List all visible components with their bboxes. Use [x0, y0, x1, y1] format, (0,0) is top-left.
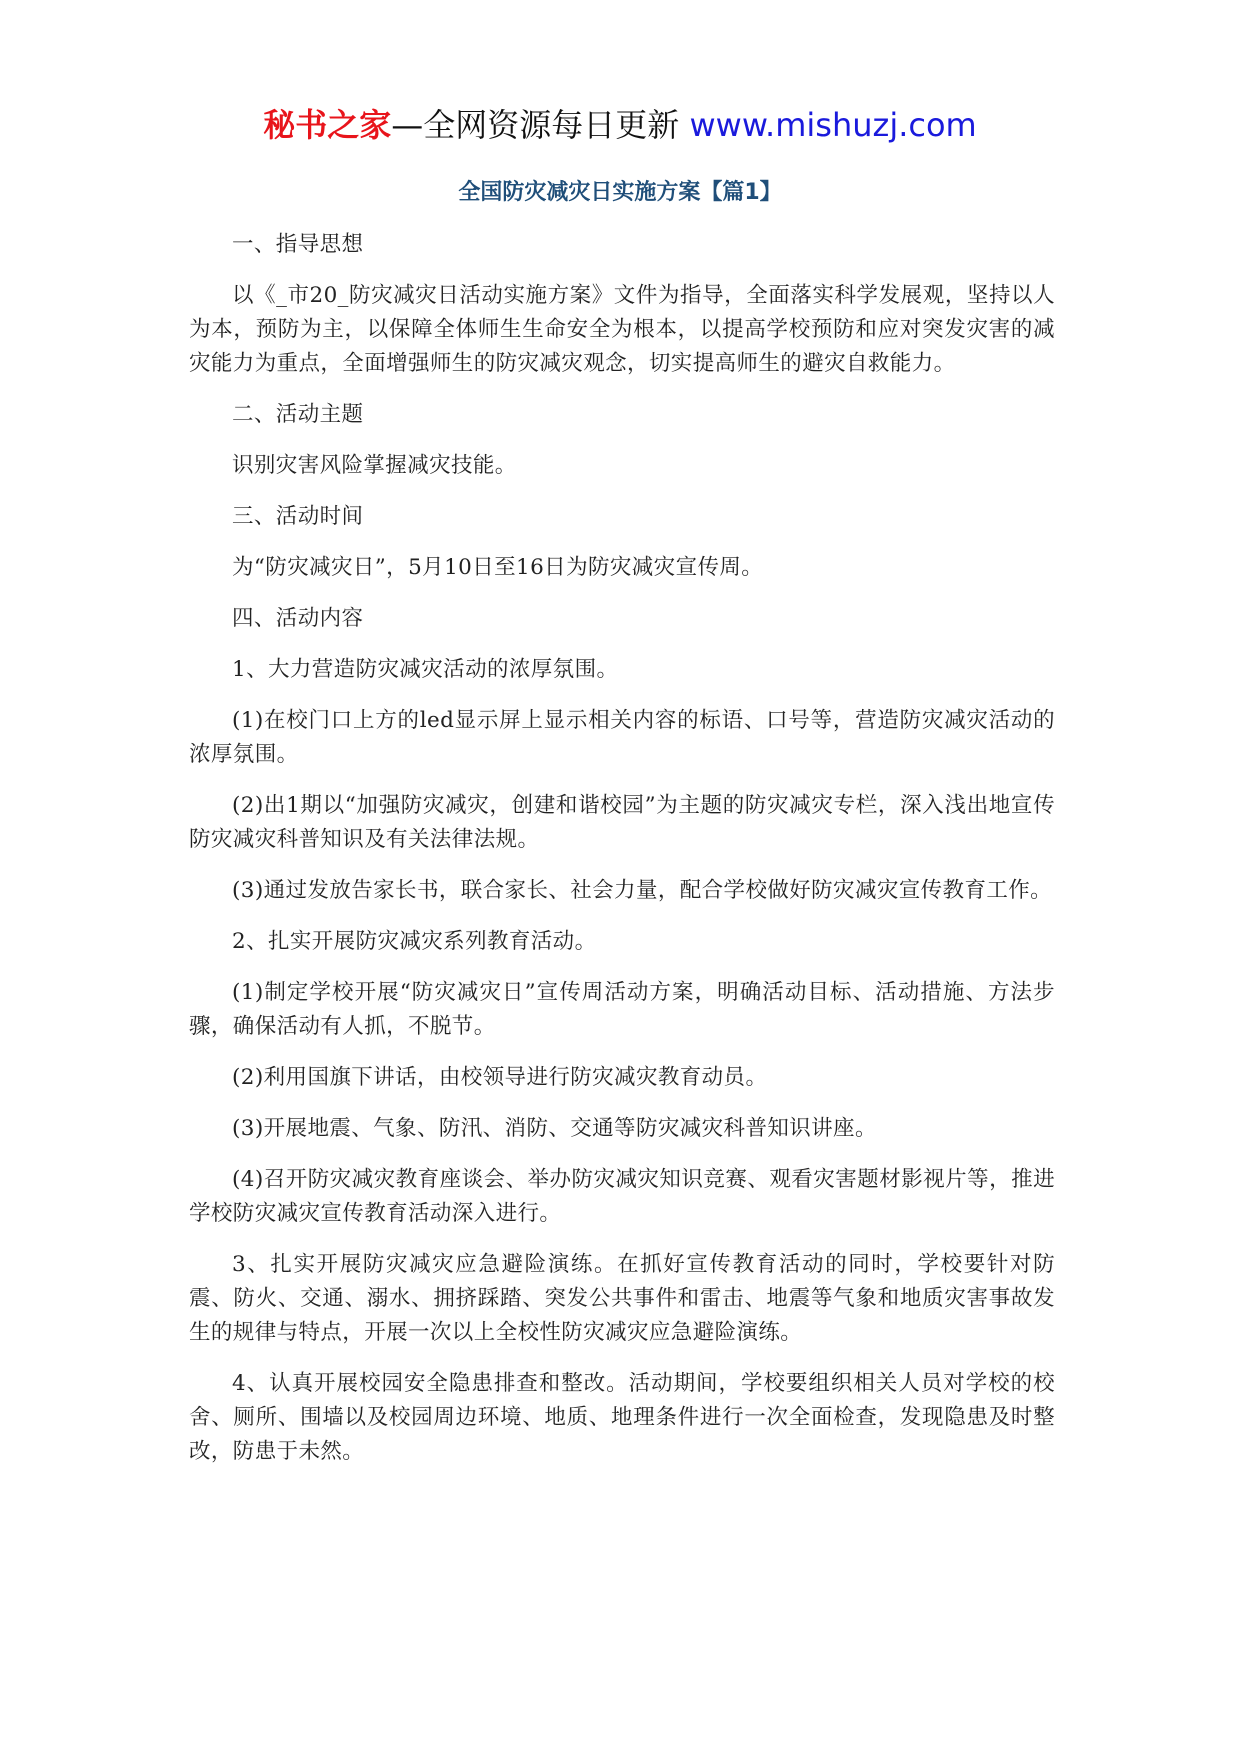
- site-brand: 秘书之家: [263, 106, 392, 144]
- paragraph: (4)召开防灾减灾教育座谈会、举办防灾减灾知识竞赛、观看灾害题材影视片等，推进学校防灾减灾宣传教育活动深入进行。: [189, 1167, 1055, 1226]
- paragraph: 为“防灾减灾日”，5月10日至16日为防灾减灾宣传周。: [232, 555, 764, 580]
- paragraph: 识别灾害风险掌握减灾技能。: [232, 453, 517, 478]
- document-body: [189, 228, 1055, 1486]
- site-tagline: —全网资源每日更新: [391, 106, 690, 144]
- paragraph: (2)利用国旗下讲话，由校领导进行防灾减灾教育动员。: [232, 1065, 768, 1090]
- section-heading-content: 四、活动内容: [232, 606, 364, 631]
- paragraph: (1)制定学校开展“防灾减灾日”宣传周活动方案，明确活动目标、活动措施、方法步骤，确保活动有人抓，不脱节。: [189, 980, 1055, 1039]
- section-heading-time: 三、活动时间: [232, 504, 364, 529]
- paragraph: (1)在校门口上方的led显示屏上显示相关内容的标语、口号等，营造防灾减灾活动的浓厚氛围。: [189, 708, 1055, 767]
- section-heading-guiding-ideology: 一、指导思想: [232, 232, 364, 257]
- paragraph: 1、大力营造防灾减灾活动的浓厚氛围。: [232, 657, 619, 682]
- paragraph: 3、扎实开展防灾减灾应急避险演练。在抓好宣传教育活动的同时，学校要针对防震、防火、交通、溺水、拥挤踩踏、突发公共事件和雷击、地震等气象和地质灾害事故发生的规律与特点，开展一次以上全校性防灾减灾应急避险演练。: [189, 1252, 1055, 1345]
- paragraph: (3)开展地震、气象、防汛、消防、交通等防灾减灾科普知识讲座。: [232, 1116, 877, 1141]
- site-url[interactable]: www.mishuzj.com: [689, 106, 977, 144]
- paragraph: (2)出1期以“加强防灾减灾，创建和谐校园”为主题的防灾减灾专栏，深入浅出地宣传防灾减灾科普知识及有关法律法规。: [189, 793, 1055, 852]
- paragraph: 4、认真开展校园安全隐患排查和整改。活动期间，学校要组织相关人员对学校的校舍、厕所、围墙以及校园周边环境、地质、地理条件进行一次全面检查，发现隐患及时整改，防患于未然。: [189, 1371, 1055, 1464]
- paragraph: 2、扎实开展防灾减灾系列教育活动。: [232, 929, 597, 954]
- paragraph: 以《_市20_防灾减灾日活动实施方案》文件为指导，全面落实科学发展观，坚持以人为本，预防为主，以保障全体师生生命安全为根本，以提高学校预防和应对突发灾害的减灾能力为重点，全面增强师生的防灾减灾观念，切实提高师生的避灾自救能力。: [189, 283, 1055, 376]
- paragraph: (3)通过发放告家长书，联合家长、社会力量，配合学校做好防灾减灾宣传教育工作。: [232, 878, 1053, 903]
- section-heading-theme: 二、活动主题: [232, 402, 364, 427]
- site-banner: [0, 103, 1240, 147]
- document-title: 全国防灾减灾日实施方案【篇1】: [458, 180, 782, 205]
